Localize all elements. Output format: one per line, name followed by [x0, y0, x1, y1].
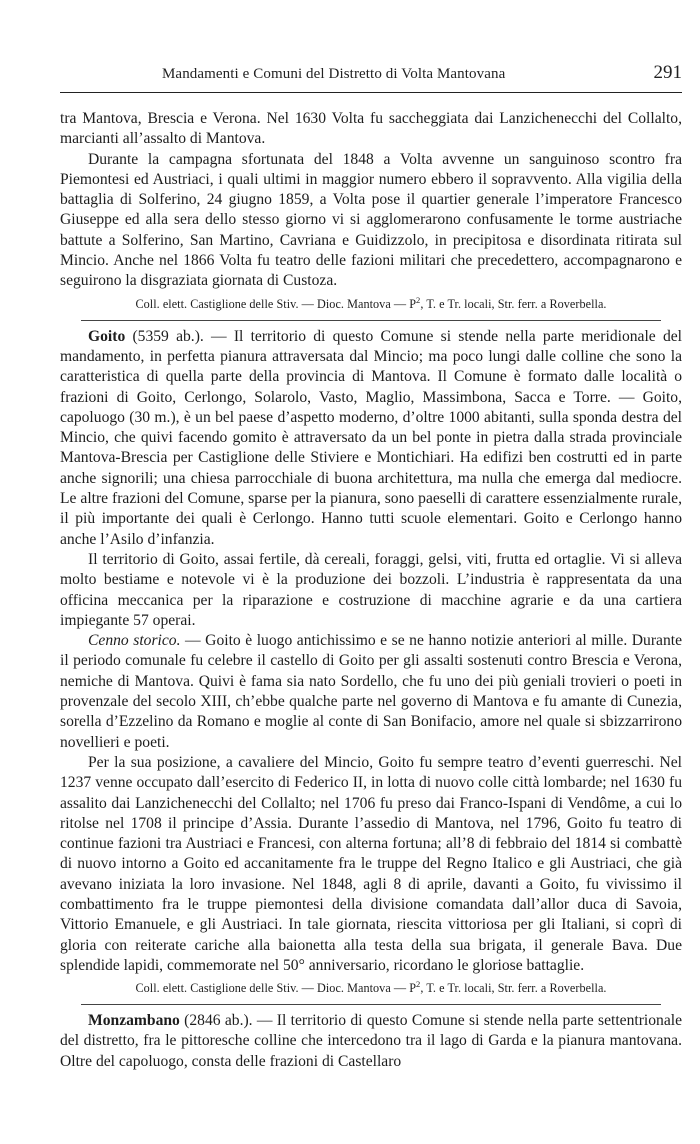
page-number: 291 — [653, 62, 682, 83]
cenno-storico-label: Cenno storico. — [88, 632, 181, 650]
monzambano-intro-paragraph — [60, 1011, 682, 1072]
goito-intro-text: (5359 ab.). — Il territorio di questo Comune si stende nella parte meridionale del mandamento, in perfetta pianura attraversata dal Mincio; ma poco lungi dalle colline che sono la caratteristica di quella parte della provincia di Mantova. Il Comune è formato dalle località o frazioni di Goito, Cerlongo, Solarolo, Vasto, Maglio, Massimbona, Sacca e Torre. — Goito, capoluogo (30 m.), è un bel paese d’aspetto moderno, d’oltre 1000 abitanti, sulla sponda destra del Mincio, che quivi facendo gomito è attraversato da un bel ponte in pietra dalla strada provinciale Mantova-Brescia per Castiglione delle Stiviere e Montichiari. Ha edifizi ben costrutti ed in parte anche signorili; una chiesa parrocchiale di buona architettura, ma nulla che emerga dal mediocre. Le altre frazioni del Comune, sparse per la pianura, sono paeselli di carattere essenzialmente rurale, il più importante dei quali è Cerlongo. Hanno tutti scuole elementari. Goito e Cerlongo hanno anche l’Asilo d’infanzia. — [60, 327, 682, 548]
volta-history-paragraph: Durante la campagna sfortunata del 1848 a Volta avvenne un sanguinoso scontro fra Piemontesi ed Austriaci, i quali ultimi in maggior numero ebbero il sopravvento. Alla vigilia della battaglia di Solferino, 24 giugno 1859, a Volta pose il quartier generale l’imperatore Francesco Giuseppe ed alla sera dello stesso giorno vi si agglomerarono confusamente le torme austriache battute a Solferino, San Martino, Cavriana e Guidizzolo, in precipitosa e disordinata ritirata sul Mincio. Anche nel 1866 Volta fu teatro delle fazioni militari che precedettero, accompagnarono e seguirono la disgraziata giornata di Custoza. — [60, 150, 682, 290]
cenno-storico-text: — Goito è luogo antichissimo e se ne hanno notizie anteriori al mille. Durante il periodo comunale fu celebre il castello di Goito per gli assalti sostenuti contro Brescia e Verona, nemiche di Mantova. Quivi è fama sia nato Sordello, che fu uno dei più geniali trovieri o poeti in provenzale del secolo XIII, ch’ebbe qualche parte nel governo di Mantova e fu amante di Cunezia, sorella d’Ezzelino da Romano e moglie al conte di San Bonifacio, amore nel quale si sbizzarrirono novellieri e poeti. — [60, 632, 682, 751]
section-divider — [81, 1004, 661, 1005]
page — [60, 56, 682, 1072]
goito-heading: Goito — [88, 327, 126, 345]
goito-note-text-end: , T. e Tr. locali, Str. ferr. a Roverbella. — [420, 981, 607, 996]
running-header — [60, 56, 682, 93]
goito-note-text: Coll. elett. Castiglione delle Stiv. — Dioc. Mantova — P — [135, 981, 417, 996]
volta-continuation-paragraph: tra Mantova, Brescia e Verona. Nel 1630 Volta fu saccheggiata dai Lanzichenecchi del Collalto, marcianti all’assalto di Mantova. — [60, 110, 682, 148]
volta-note-text-end: , T. e Tr. locali, Str. ferr. a Roverbella. — [420, 296, 607, 311]
volta-electoral-note — [60, 296, 682, 312]
goito-battles-paragraph: Per la sua posizione, a cavaliere del Mincio, Goito fu sempre teatro d’eventi guerreschi. Nel 1237 venne occupato dall’esercito di Federico II, in lotta di nuovo colle città lombarde; nel 1630 fu assalito dai Lanzichenecchi del Collalto; nel 1706 fu preso dai Franco-Ispani di Vendôme, a cui lo ritolse nel 1708 il principe d’Assia. Durante l’assedio di Mantova, nel 1796, Goito fu teatro di continue fazioni tra Austriaci e Francesi, con alterna fortuna; all’8 di febbraio del 1814 si combattè di nuovo intorno a Goito ed accanitamente fra le truppe del Regno Italico e gli Austriaci, che già avevano iniziata la loro invasione. Nel 1848, agli 8 di aprile, davanti a Goito, fu vivissimo il combattimento fra le truppe piemontesi della divisione comandata dall’allor duca di Savoia, Vittorio Emanuele, e gli Austriaci. In tale giornata, riescita vittoriosa per gli Italiani, si coprì di gloria con reiterate cariche alla baionetta alla testa della sua brigata, il generale Bava. Due splendide lapidi, commemorate nel 50° anniversario, ricordano le gloriose battaglie. — [60, 753, 682, 974]
monzambano-heading: Monzambano — [88, 1012, 180, 1030]
goito-history-paragraph — [60, 631, 682, 753]
body-text — [60, 109, 682, 1072]
monzambano-intro-text: (2846 ab.). — Il territorio di questo Comune si stende nella parte settentrionale del distretto, fra le pittoresche colline che intercedono tra il lago di Garda e la pianura mantovana. Oltre del capoluogo, consta delle frazioni di Castellaro — [60, 1012, 682, 1070]
goito-electoral-note — [60, 980, 682, 996]
volta-note-text: Coll. elett. Castiglione delle Stiv. — Dioc. Mantova — P — [135, 296, 417, 311]
volta-note-sup: 2 — [416, 294, 421, 305]
goito-territory-paragraph: Il territorio di Goito, assai fertile, dà cereali, foraggi, gelsi, viti, frutta ed ortaglie. Vi si alleva molto bestiame e notevole vi è la produzione dei bozzoli. L’industria è rappresentata da una officina meccanica per la riparazione e costruzione di macchine agrarie e da una cartiera impiegante 57 operai. — [60, 550, 682, 629]
header-title: Mandamenti e Comuni del Distretto di Volta Mantovana — [162, 66, 506, 82]
goito-note-sup: 2 — [416, 979, 421, 990]
goito-intro-paragraph — [60, 327, 682, 550]
section-divider — [81, 320, 661, 321]
